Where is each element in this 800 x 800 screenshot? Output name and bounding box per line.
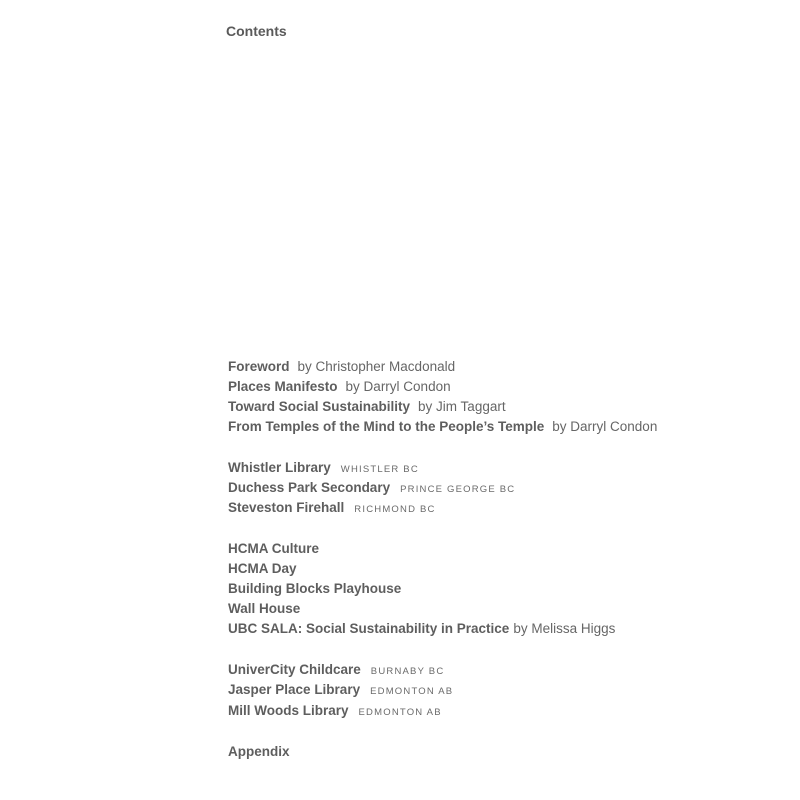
entry-title: From Temples of the Mind to the People’s Temple [228, 419, 545, 434]
entry-title: HCMA Culture [228, 541, 319, 556]
entry-title: Jasper Place Library [228, 682, 361, 697]
contents-heading: Contents [226, 23, 287, 39]
entry-title: UniverCity Childcare [228, 662, 361, 677]
entry-location: EDMONTON AB [370, 686, 454, 697]
entry-byline: by Melissa Higgs [513, 621, 616, 636]
entry-title: Whistler Library [228, 460, 331, 475]
entry-title: Building Blocks Playhouse [228, 581, 402, 596]
entry-title: Foreword [228, 359, 290, 374]
entry-location: BURNABY BC [370, 666, 445, 677]
entry-byline: by Christopher Macdonald [297, 359, 456, 374]
entry-title: Places Manifesto [228, 379, 338, 394]
entry-location: RICHMOND BC [354, 504, 436, 515]
entry-byline: by Darryl Condon [552, 419, 658, 434]
entry-title: Mill Woods Library [228, 703, 349, 718]
entry-title: Appendix [228, 744, 290, 759]
entry-location: EDMONTON AB [358, 707, 442, 718]
entry-title: Wall House [228, 601, 301, 616]
entry-location: WHISTLER BC [340, 464, 419, 475]
entry-title: HCMA Day [228, 561, 297, 576]
entry-location: PRINCE GEORGE BC [400, 484, 516, 495]
entry-byline: by Darryl Condon [345, 379, 451, 394]
entry-byline: by Jim Taggart [418, 399, 506, 414]
entry-title: Duchess Park Secondary [228, 480, 391, 495]
entry-title: Steveston Firehall [228, 500, 345, 515]
entry-title: Toward Social Sustainability [228, 399, 411, 414]
entry-title: UBC SALA: Social Sustainability in Practice [228, 621, 510, 636]
